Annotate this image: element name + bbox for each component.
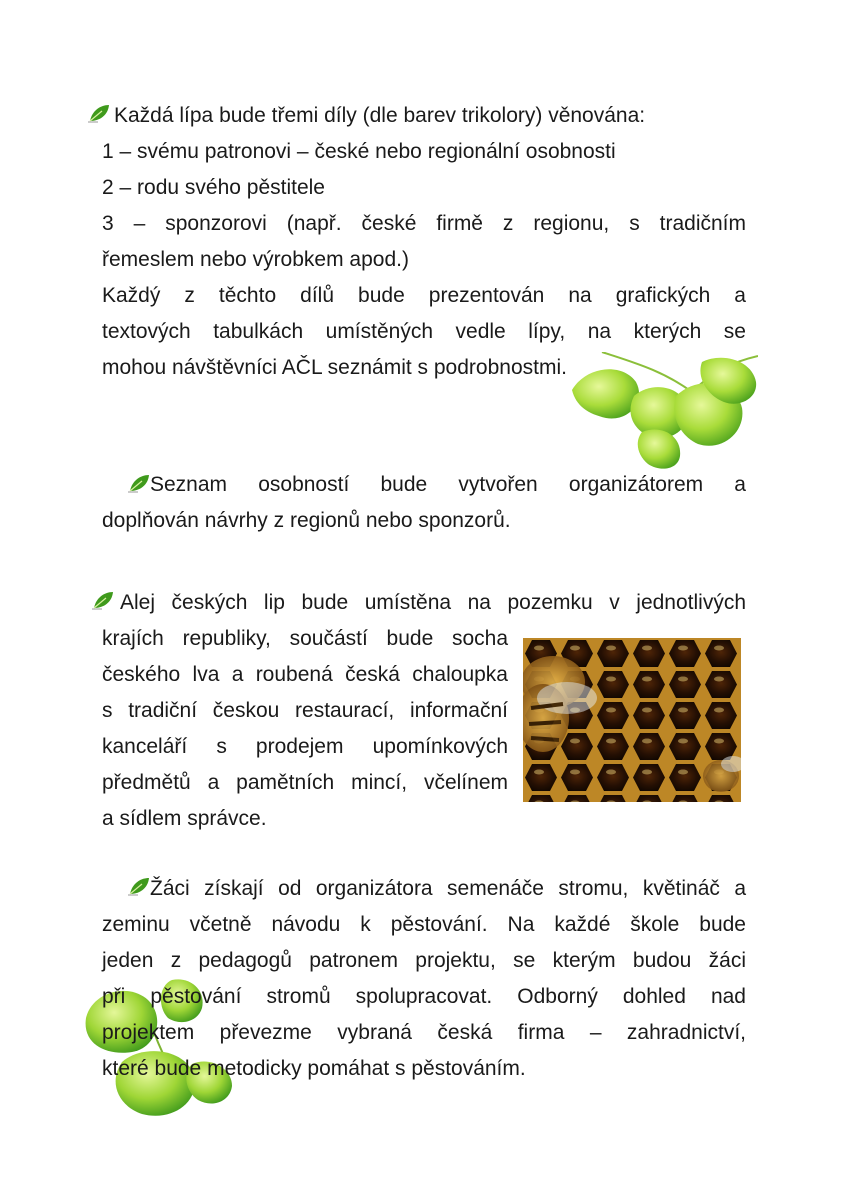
list-item: 2 – rodu svého pěstitele	[102, 176, 325, 199]
text-line: zeminu včetně návodu k pěstování. Na každé škole bude	[102, 913, 746, 936]
list-item: 1 – svému patronovi – české nebo regionální osobnosti	[102, 140, 616, 163]
text-line: Alej českých lip bude umístěna na pozemku v jednotlivých	[120, 591, 746, 614]
text-line: při pěstování stromů spolupracovat. Odborný dohled nad	[102, 985, 746, 1008]
section-1-intro: Každá lípa bude třemi díly (dle barev trikolory) věnována:	[114, 104, 646, 127]
text-line: předmětů a pamětních mincí, včelínem	[102, 771, 508, 794]
text-line: Seznam osobností bude vytvořen organizátorem a	[150, 473, 746, 496]
section-3-heading	[102, 585, 746, 621]
list-item: 3 – sponzorovi (např. české firmě z regionu, s tradičním	[102, 212, 746, 235]
text-line: projektem převezme vybraná česká firma – zahradnictví,	[102, 1021, 746, 1044]
text-line: s tradiční českou restaurací, informační	[102, 699, 508, 722]
text-line: textových tabulkách umístěných vedle lípy, na kterých se	[102, 320, 746, 343]
text-line: a sídlem správce.	[102, 807, 267, 830]
section-4	[102, 871, 746, 1087]
text-line: Žáci získají od organizátora semenáče stromu, květináč a	[150, 877, 746, 900]
text-line: které bude metodicky pomáhat s pěstováním.	[102, 1057, 526, 1080]
text-line: Každý z těchto dílů bude prezentován na grafických a	[102, 284, 746, 307]
text-line: kanceláří s prodejem upomínkových	[102, 735, 508, 758]
honeycomb-bee-photo	[523, 638, 741, 802]
list-item: řemeslem nebo výrobkem apod.)	[102, 248, 409, 271]
section-2	[102, 467, 746, 539]
section-1	[102, 98, 746, 386]
section-3-body	[102, 621, 508, 837]
text-line: českého lva a roubená česká chaloupka	[102, 663, 508, 686]
text-line: mohou návštěvníci AČL seznámit s podrobnostmi.	[102, 356, 567, 379]
text-line: doplňován návrhy z regionů nebo sponzorů.	[102, 509, 511, 532]
text-line: jeden z pedagogů patronem projektu, se kterým budou žáci	[102, 949, 746, 972]
text-line: krajích republiky, součástí bude socha	[102, 627, 508, 650]
